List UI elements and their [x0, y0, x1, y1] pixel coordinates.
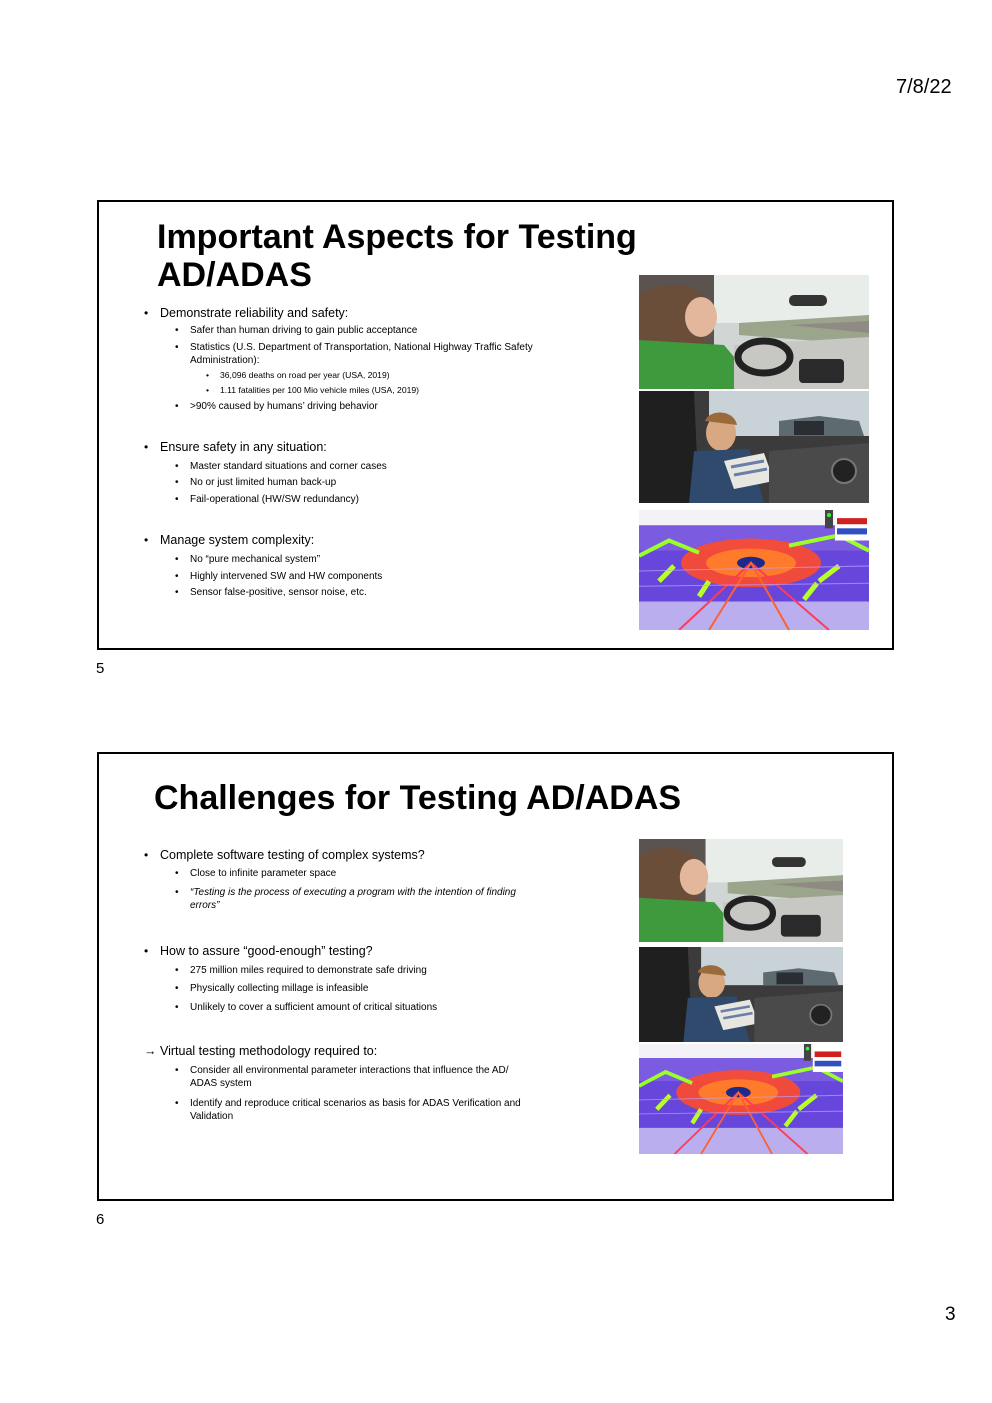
sub-bullet: • Fail-operational (HW/SW redundancy) — [175, 494, 359, 505]
sub-bullet: • No “pure mechanical system” — [175, 554, 321, 565]
sub-sub-bullet: • 1.11 fatalities per 100 Mio vehicle miles (USA, 2019) — [206, 385, 420, 395]
bullet: • Complete software testing of complex systems? — [144, 848, 425, 862]
sub-bullet: • Identify and reproduce critical scenarios as basis for ADAS Verification and Validation — [175, 1098, 521, 1122]
bullet: • Manage system complexity: — [144, 533, 315, 547]
page-date: 7/8/22 — [896, 76, 952, 98]
sub-bullet: • Statistics (U.S. Department of Transportation, National Highway Traffic Safety Administration): — [175, 342, 533, 366]
bullet: • Ensure safety in any situation: — [144, 440, 327, 454]
sub-bullet: • >90% caused by humans’ driving behavior — [175, 401, 378, 412]
sub-bullet: • Safer than human driving to gain public acceptance — [175, 325, 418, 336]
reading-passenger-photo — [639, 391, 869, 503]
slide-5 — [97, 200, 894, 650]
sub-bullet: • Physically collecting millage is infeasible — [175, 983, 369, 994]
slide-title: Challenges for Testing AD/ADAS — [154, 779, 682, 817]
page-number: 3 — [945, 1304, 956, 1325]
bullet: • Demonstrate reliability and safety: — [144, 306, 349, 320]
driver-photo — [639, 839, 843, 942]
reading-passenger-photo — [639, 947, 843, 1042]
sub-bullet: • Unlikely to cover a sufficient amount of critical situations — [175, 1002, 438, 1013]
sub-bullet: • Highly intervened SW and HW components — [175, 571, 383, 582]
driver-photo — [639, 275, 869, 389]
slide-number: 5 — [96, 660, 105, 677]
sub-bullet: • Master standard situations and corner cases — [175, 461, 387, 472]
slide-title: Important Aspects for Testing AD/ADAS — [157, 218, 637, 294]
sub-bullet: • No or just limited human back-up — [175, 477, 337, 488]
arrow-bullet: → Virtual testing methodology required to: — [144, 1044, 378, 1058]
slide-number: 6 — [96, 1211, 105, 1228]
bullet: • How to assure “good-enough” testing? — [144, 944, 373, 958]
slide-6 — [97, 752, 894, 1201]
sub-bullet: • Consider all environmental parameter interactions that influence the AD/ ADAS system — [175, 1065, 509, 1089]
sub-bullet: • Sensor false-positive, sensor noise, etc. — [175, 587, 367, 598]
lidar-pointcloud-image — [639, 1044, 843, 1154]
sub-bullet: • 275 million miles required to demonstrate safe driving — [175, 965, 427, 976]
lidar-pointcloud-image — [639, 510, 869, 630]
sub-sub-bullet: • 36,096 deaths on road per year (USA, 2019) — [206, 370, 390, 380]
sub-bullet: • Close to infinite parameter space — [175, 868, 337, 879]
sub-bullet-quote: • “Testing is the process of executing a program with the intention of finding errors” — [175, 887, 516, 911]
